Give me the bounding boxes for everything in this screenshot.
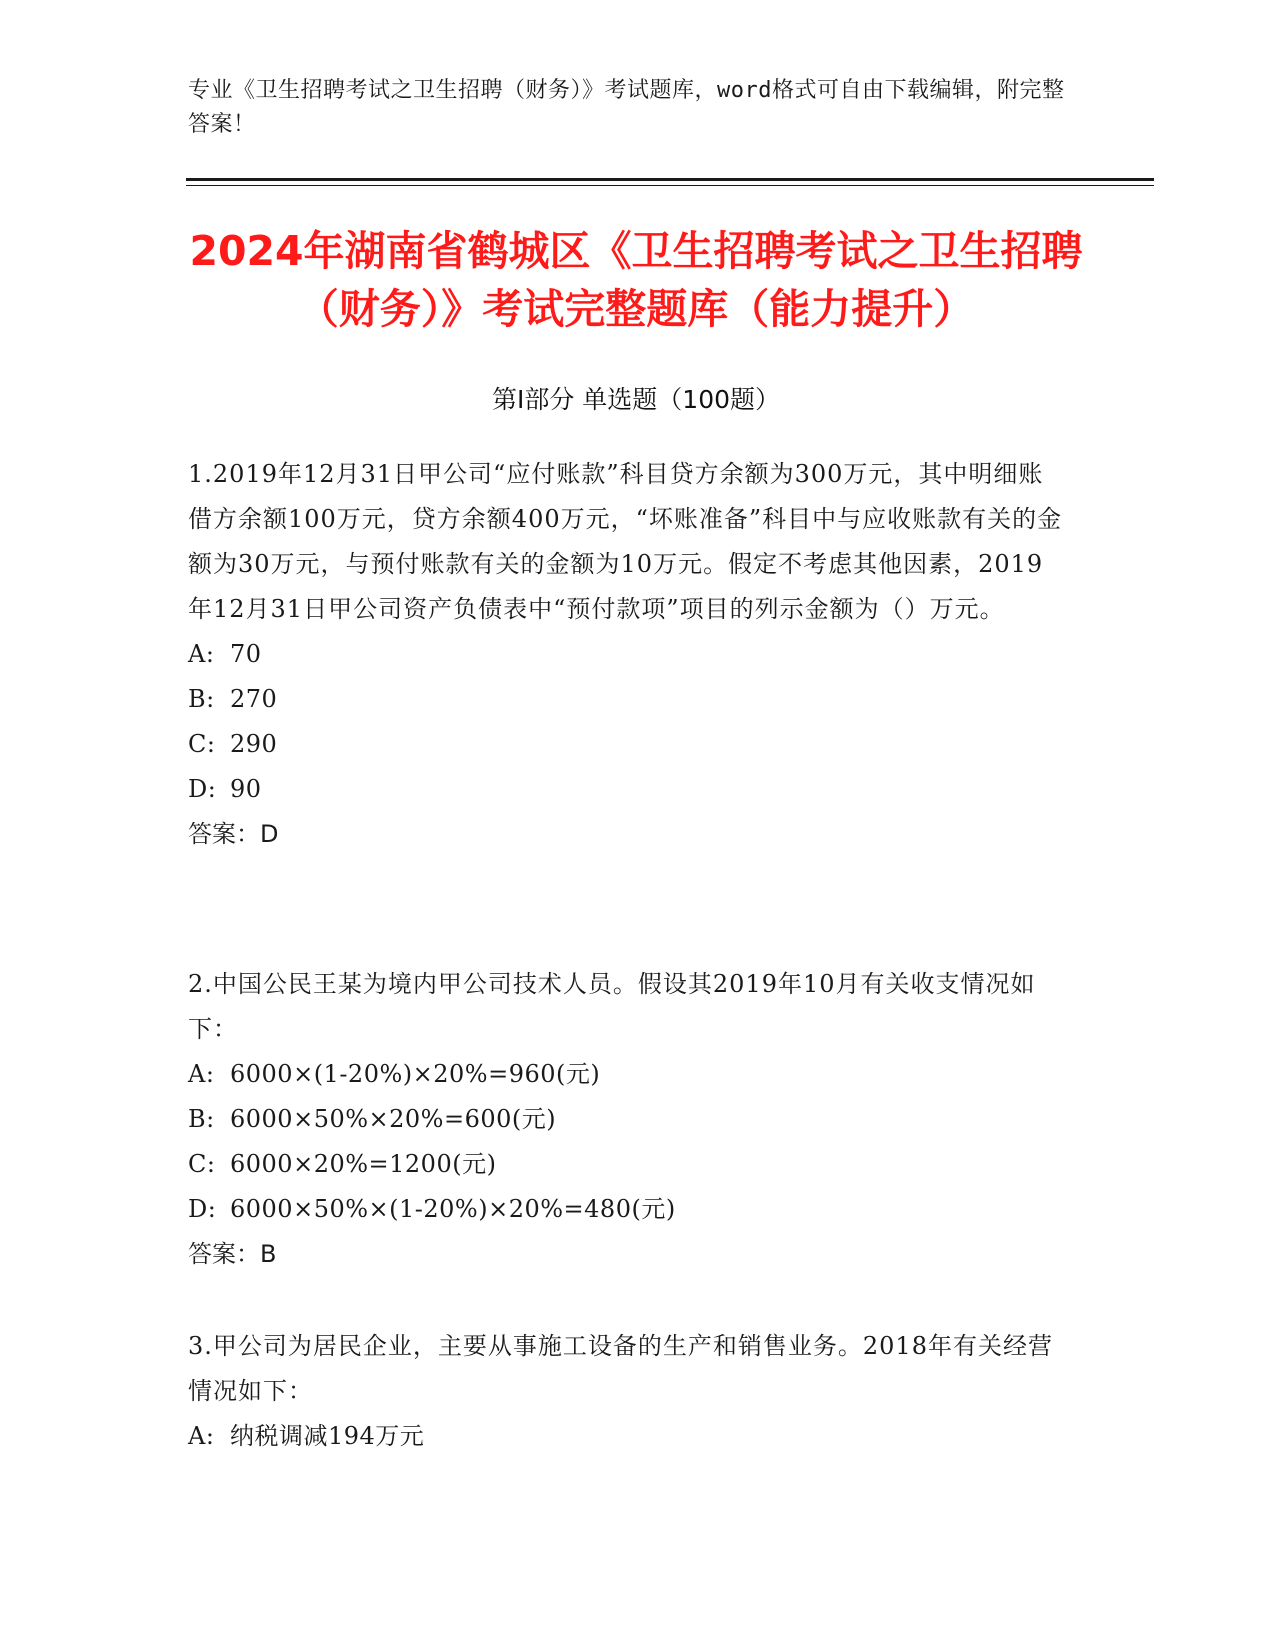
option-key: B: (188, 1105, 215, 1133)
header-divider-thin (186, 185, 1154, 186)
option-text: 70 (230, 640, 262, 668)
question-stem: 3.甲公司为居民企业，主要从事施工设备的生产和销售业务。2018年有关经营情况如下： (188, 1332, 1053, 1405)
option-text: 90 (230, 775, 262, 803)
question-3 (188, 1324, 1068, 1459)
option-d (188, 1187, 1068, 1232)
header-divider-thick (186, 178, 1154, 181)
answer-line: 答案：D (188, 820, 279, 848)
option-key: A: (188, 1060, 215, 1088)
option-c (188, 1142, 1068, 1187)
option-a (188, 632, 1068, 677)
option-key: A: (188, 640, 215, 668)
header-note: 专业《卫生招聘考试之卫生招聘（财务）》考试题库，word格式可自由下载编辑，附完整答案！ (188, 78, 1065, 137)
question-2 (188, 962, 1068, 1277)
option-b (188, 677, 1068, 722)
option-a (188, 1414, 1068, 1459)
section-heading: 第I部分 单选题（100题） (491, 385, 781, 414)
answer-line: 答案：B (188, 1240, 277, 1268)
option-text: 270 (230, 685, 278, 713)
option-a (188, 1052, 1068, 1097)
option-key: A: (188, 1422, 215, 1450)
option-c (188, 722, 1068, 767)
option-text: 290 (230, 730, 278, 758)
option-d (188, 767, 1068, 812)
option-text: 纳税调减194万元 (230, 1422, 425, 1450)
option-text: 6000×20%=1200(元) (230, 1150, 497, 1178)
option-key: B: (188, 685, 215, 713)
option-text: 6000×50%×(1-20%)×20%=480(元) (230, 1195, 676, 1223)
option-key: D: (188, 775, 217, 803)
option-text: 6000×50%×20%=600(元) (230, 1105, 557, 1133)
option-key: C: (188, 730, 216, 758)
option-key: D: (188, 1195, 217, 1223)
question-1 (188, 452, 1068, 857)
option-b (188, 1097, 1068, 1142)
question-stem: 2.中国公民王某为境内甲公司技术人员。假设其2019年10月有关收支情况如下： (188, 970, 1036, 1043)
option-key: C: (188, 1150, 216, 1178)
question-stem: 1.2019年12月31日甲公司“应付账款”科目贷方余额为300万元，其中明细账借方余额100万元，贷方余额400万元，“坏账准备”科目中与应收账款有关的金额为30万元，与预付账款有关的金额为10万元。假定不考虑其他因素，2019年12月31日甲公司资产负债表中“预付款项”项目的列示金额为（）万元。 (188, 460, 1063, 623)
option-text: 6000×(1-20%)×20%=960(元) (230, 1060, 601, 1088)
document-title: 2024年湖南省鹤城区《卫生招聘考试之卫生招聘（财务）》考试完整题库（能力提升） (189, 227, 1083, 333)
